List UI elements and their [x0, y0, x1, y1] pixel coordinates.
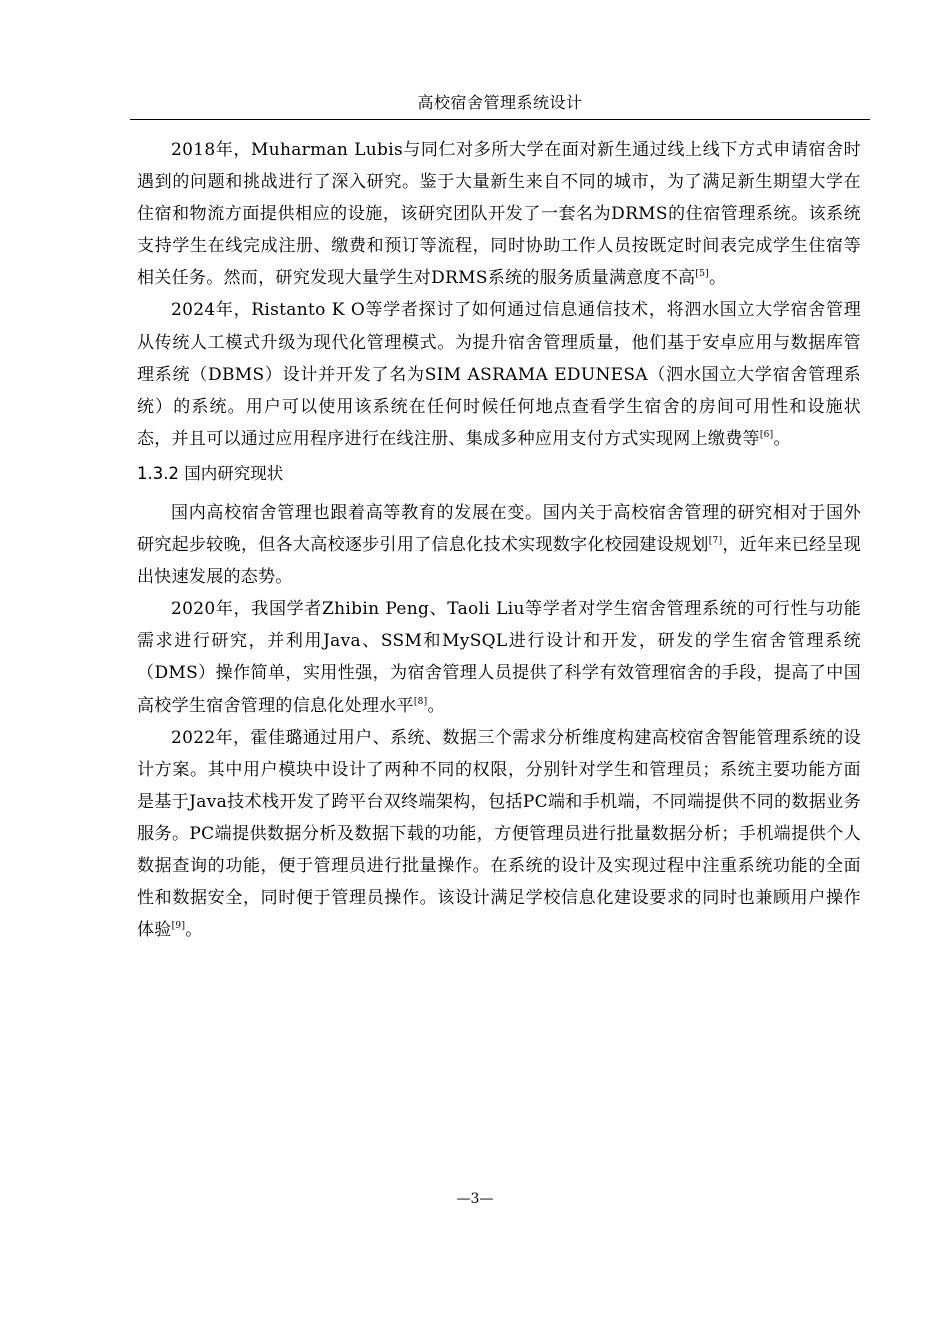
- paragraph-domestic-overview: [137, 497, 861, 593]
- paragraph-text: 2018年，Muharman Lubis与同仁对多所大学在面对新生通过线上线下方式申请宿舍时遇到的问题和挑战进行了深入研究。鉴于大量新生来自不同的城市，为了满足新生期望大学在住宿和物流方面提供相应的设施，该研究团队开发了一套名为DRMS的住宿管理系统。该系统支持学生在线完成注册、缴费和预订等流程，同时协助工作人员按既定时间表完成学生住宿等相关任务。然而，研究发现大量学生对DRMS系统的服务质量满意度不高: [137, 140, 861, 289]
- paragraph-smart-management: [137, 722, 861, 947]
- citation-marker: [7]: [708, 536, 723, 547]
- citation-marker: [8]: [413, 696, 428, 707]
- paragraph-drms: [137, 134, 861, 294]
- paragraph-text: 2020年，我国学者Zhibin Peng、Taoli Liu等学者对学生宿舍管理系统的可行性与功能需求进行研究，并利用Java、SSM和MySQL进行设计和开发，研发的学生宿舍管理系统（DMS）操作简单，实用性强，为宿舍管理人员提供了科学有效管理宿舍的手段，提高了中国高校学生宿舍管理的信息化处理水平: [137, 599, 861, 716]
- page-number: —3—: [456, 1191, 494, 1207]
- paragraph-end: ，近年来已经呈现出快速发展的态势。: [137, 535, 861, 588]
- citation-marker: [6]: [759, 429, 774, 440]
- paragraph-end: 。: [773, 428, 791, 449]
- running-header: 高校宿舍管理系统设计: [417, 93, 583, 112]
- paragraph-end: 。: [427, 695, 445, 716]
- header-divider: [130, 119, 870, 120]
- paragraph-text: 2022年，霍佳璐通过用户、系统、数据三个需求分析维度构建高校宿舍智能管理系统的设计方案。其中用户模块中设计了两种不同的权限，分别针对学生和管理员；系统主要功能方面是基于Java技术栈开发了跨平台双终端架构，包括PC端和手机端，不同端提供不同的数据业务服务。PC端提供数据分析及数据下载的功能，方便管理员进行批量数据分析；手机端提供个人数据查询的功能，便于管理员进行批量操作。在系统的设计及实现过程中注重系统功能的全面性和数据安全，同时便于管理员操作。该设计满足学校信息化建设要求的同时也兼顾用户操作体验: [137, 727, 861, 941]
- section-heading: 1.3.2 国内研究现状: [137, 463, 284, 483]
- paragraph-end: 。: [185, 920, 203, 941]
- paragraph-dms: [137, 593, 861, 721]
- citation-marker: [5]: [695, 269, 710, 280]
- paragraph-sim-asrama: [137, 294, 861, 454]
- paragraph-text: 2024年，Ristanto K O等学者探讨了如何通过信息通信技术，将泗水国立大学宿舍管理从传统人工模式升级为现代化管理模式。为提升宿舍管理质量，他们基于安卓应用与数据库管理系统（DBMS）设计并开发了名为SIM ASRAMA EDUNESA（泗水国立大学宿舍管理系统）的系统。用户可以使用该系统在任何时候任何地点查看学生宿舍的房间可用性和设施状态，并且可以通过应用程序进行在线注册、集成多种应用支付方式实现网上缴费等: [137, 300, 861, 449]
- paragraph-end: 。: [709, 268, 727, 289]
- paragraph-text: 国内高校宿舍管理也跟着高等教育的发展在变。国内关于高校宿舍管理的研究相对于国外研究起步较晚，但各大高校逐步引用了信息化技术实现数字化校园建设规划: [137, 502, 861, 556]
- body-text: [137, 134, 861, 946]
- citation-marker: [9]: [171, 921, 186, 932]
